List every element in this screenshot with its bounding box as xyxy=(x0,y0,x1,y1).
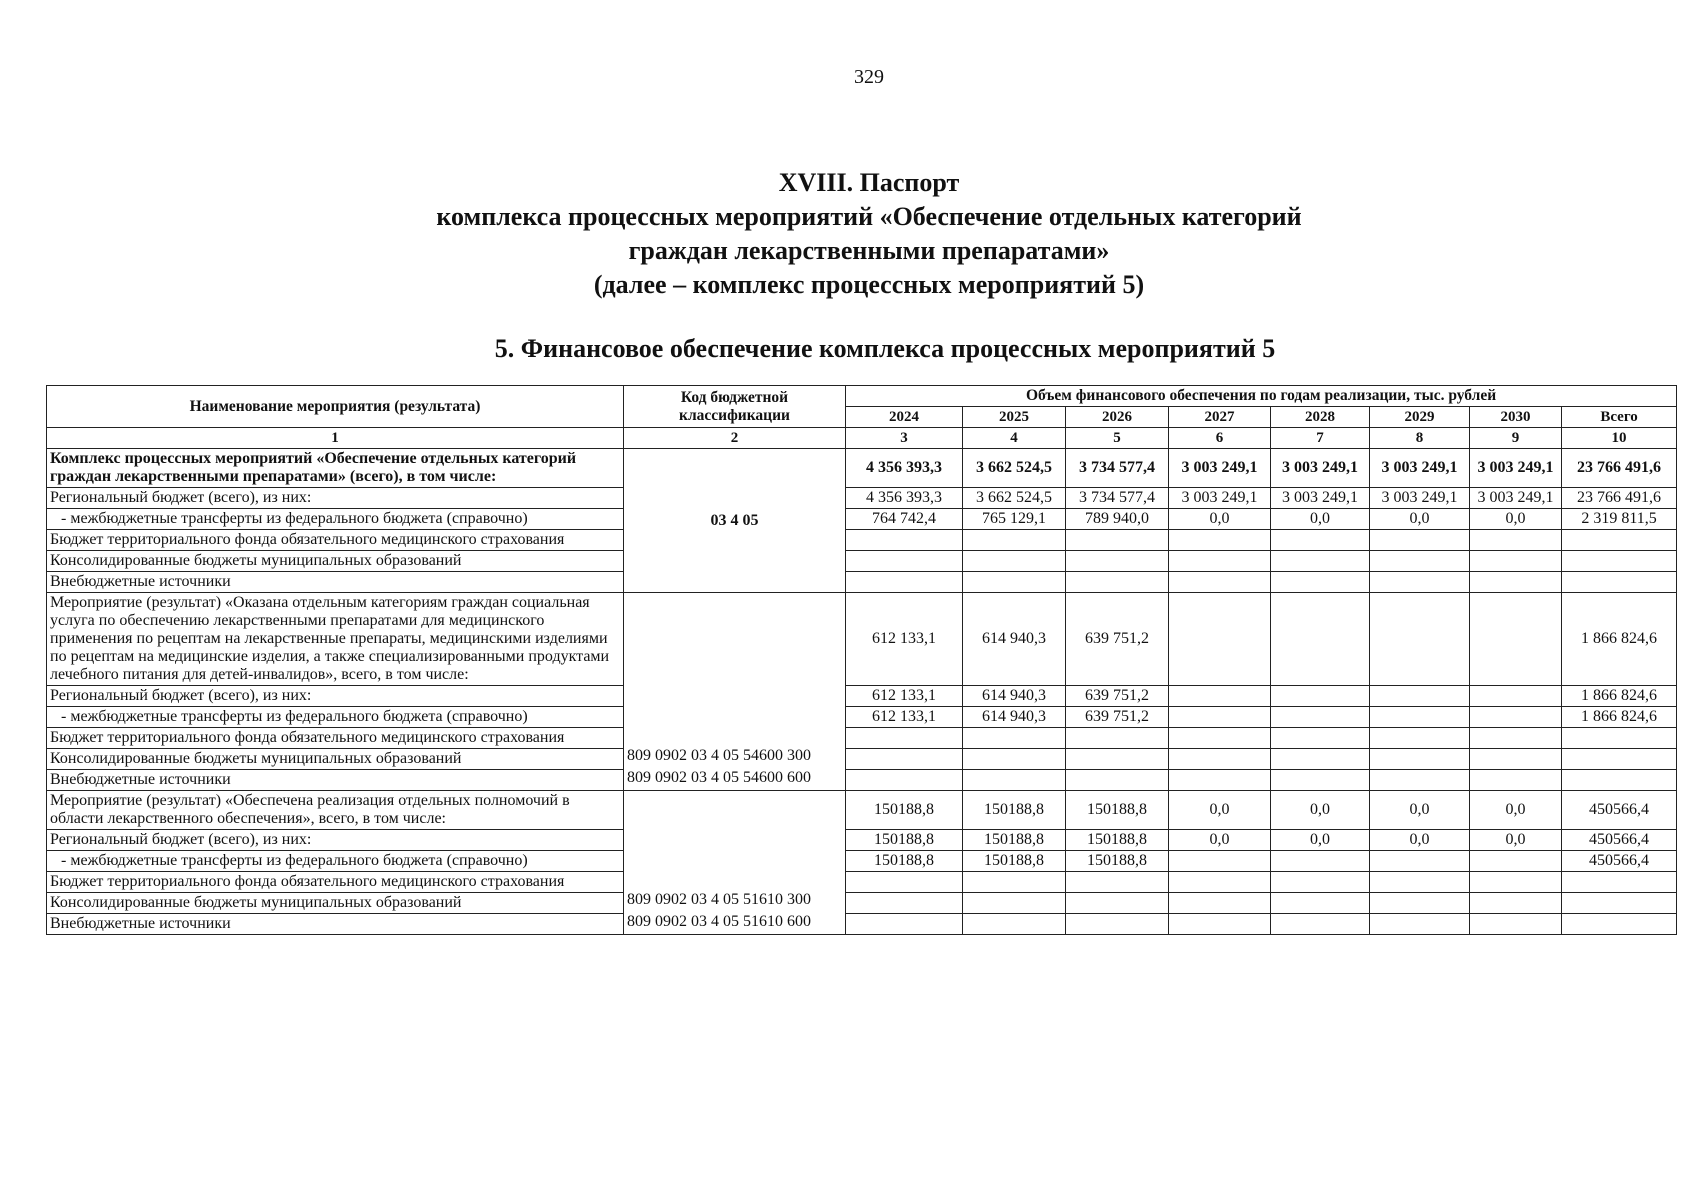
value-cell xyxy=(1470,770,1562,791)
value-cell xyxy=(1370,728,1470,749)
document-title xyxy=(0,166,1697,302)
value-cell: 612 133,1 xyxy=(846,686,963,707)
value-cell xyxy=(1066,530,1169,551)
row-name: - межбюджетные трансферты из федерального бюджета (справочно) xyxy=(47,707,624,728)
table-row xyxy=(47,551,1677,572)
value-cell xyxy=(963,551,1066,572)
value-cell xyxy=(1169,686,1271,707)
header-year-4: 2027 xyxy=(1169,407,1271,428)
row-name: Бюджет территориального фонда обязательного медицинского страхования xyxy=(47,530,624,551)
value-cell: 0,0 xyxy=(1271,509,1370,530)
header-row-1 xyxy=(47,386,1677,407)
value-cell: 0,0 xyxy=(1370,509,1470,530)
title-line-1: XVIII. Паспорт xyxy=(778,168,960,197)
value-cell xyxy=(1169,770,1271,791)
value-cell: 4 356 393,3 xyxy=(846,488,963,509)
value-cell xyxy=(846,551,963,572)
value-cell xyxy=(1271,593,1370,686)
row-name: - межбюджетные трансферты из федерального бюджета (справочно) xyxy=(47,851,624,872)
value-cell xyxy=(963,914,1066,935)
header-column-number-4: 4 xyxy=(963,428,1066,449)
value-cell xyxy=(1169,872,1271,893)
row-name: Региональный бюджет (всего), из них: xyxy=(47,830,624,851)
value-cell: 3 003 249,1 xyxy=(1169,449,1271,488)
value-cell xyxy=(963,872,1066,893)
budget-code-line: 809 0902 03 4 05 54600 300 xyxy=(627,747,811,764)
row-name: Региональный бюджет (всего), из них: xyxy=(47,686,624,707)
value-cell: 450566,4 xyxy=(1562,791,1677,830)
value-cell: 150188,8 xyxy=(846,851,963,872)
value-cell xyxy=(1370,593,1470,686)
value-cell xyxy=(1470,851,1562,872)
value-cell xyxy=(1470,728,1562,749)
value-cell xyxy=(1066,914,1169,935)
value-cell xyxy=(846,893,963,914)
value-cell: 150188,8 xyxy=(1066,830,1169,851)
row-name: Бюджет территориального фонда обязательного медицинского страхования xyxy=(47,872,624,893)
row-name: Консолидированные бюджеты муниципальных образований xyxy=(47,893,624,914)
value-cell: 1 866 824,6 xyxy=(1562,686,1677,707)
value-cell: 0,0 xyxy=(1470,791,1562,830)
value-cell xyxy=(1562,893,1677,914)
value-cell: 3 003 249,1 xyxy=(1169,488,1271,509)
value-cell xyxy=(1370,770,1470,791)
value-cell xyxy=(1562,728,1677,749)
value-cell xyxy=(1370,749,1470,770)
value-cell xyxy=(1169,893,1271,914)
value-cell xyxy=(1470,872,1562,893)
value-cell xyxy=(1066,728,1169,749)
row-name: Комплекс процессных мероприятий «Обеспечение отдельных категорий граждан лекарственными препаратами» (всего), в том числе: xyxy=(47,449,624,488)
table-row xyxy=(47,749,1677,770)
table-row xyxy=(47,686,1677,707)
value-cell xyxy=(1066,572,1169,593)
header-year-7: 2030 xyxy=(1470,407,1562,428)
section-title: 5. Финансовое обеспечение комплекса процессных мероприятий 5 xyxy=(494,334,1276,363)
table-row xyxy=(47,872,1677,893)
header-volume: Объем финансового обеспечения по годам реализации, тыс. рублей xyxy=(846,386,1677,407)
table-row xyxy=(47,914,1677,935)
value-cell xyxy=(846,872,963,893)
value-cell xyxy=(1169,530,1271,551)
row-name: Бюджет территориального фонда обязательного медицинского страхования xyxy=(47,728,624,749)
row-name: Консолидированные бюджеты муниципальных образований xyxy=(47,749,624,770)
value-cell xyxy=(963,770,1066,791)
value-cell xyxy=(1066,893,1169,914)
table-row xyxy=(47,530,1677,551)
value-cell: 3 003 249,1 xyxy=(1470,488,1562,509)
value-cell xyxy=(963,749,1066,770)
value-cell: 150188,8 xyxy=(846,830,963,851)
value-cell xyxy=(1470,530,1562,551)
header-code: Код бюджетной классификации xyxy=(624,386,846,428)
value-cell xyxy=(846,770,963,791)
value-cell xyxy=(1370,851,1470,872)
table-row xyxy=(47,830,1677,851)
value-cell xyxy=(1470,686,1562,707)
value-cell xyxy=(1470,914,1562,935)
header-column-number-5: 5 xyxy=(1066,428,1169,449)
value-cell: 3 003 249,1 xyxy=(1370,488,1470,509)
table-row xyxy=(47,488,1677,509)
title-line-3: граждан лекарственными препаратами» xyxy=(628,236,1110,265)
value-cell: 639 751,2 xyxy=(1066,707,1169,728)
value-cell: 0,0 xyxy=(1370,830,1470,851)
value-cell xyxy=(1271,707,1370,728)
row-name: Мероприятие (результат) «Оказана отдельным категориям граждан социальная услуга по обеспечению лекарственными препаратами для медицинского применения по рецептам на лекарственные препараты, медицинскими изделиями по рецептам на медицинские изделия, а также специализированными продуктами лечебного питания для детей-инвалидов», всего, в том числе: xyxy=(47,593,624,686)
value-cell xyxy=(1169,572,1271,593)
header-colnum-row xyxy=(47,428,1677,449)
value-cell xyxy=(1169,914,1271,935)
row-name: Внебюджетные источники xyxy=(47,572,624,593)
value-cell: 450566,4 xyxy=(1562,851,1677,872)
table-row xyxy=(47,572,1677,593)
value-cell: 612 133,1 xyxy=(846,707,963,728)
value-cell xyxy=(1271,572,1370,593)
header-column-number-1: 1 xyxy=(47,428,624,449)
value-cell xyxy=(1271,686,1370,707)
value-cell: 614 940,3 xyxy=(963,593,1066,686)
value-cell: 0,0 xyxy=(1169,791,1271,830)
budget-code-cell xyxy=(624,593,846,791)
value-cell xyxy=(1271,530,1370,551)
budget-code-cell: 03 4 05 xyxy=(624,449,846,593)
value-cell xyxy=(1169,593,1271,686)
value-cell xyxy=(846,728,963,749)
value-cell: 0,0 xyxy=(1370,791,1470,830)
value-cell: 150188,8 xyxy=(963,851,1066,872)
value-cell xyxy=(1271,914,1370,935)
value-cell xyxy=(1370,530,1470,551)
value-cell xyxy=(846,572,963,593)
budget-code-line: 809 0902 03 4 05 54600 600 xyxy=(627,769,811,786)
value-cell: 0,0 xyxy=(1470,509,1562,530)
header-year-8: Всего xyxy=(1562,407,1677,428)
row-name: - межбюджетные трансферты из федерального бюджета (справочно) xyxy=(47,509,624,530)
budget-code-line: 809 0902 03 4 05 51610 600 xyxy=(627,913,811,930)
value-cell: 614 940,3 xyxy=(963,686,1066,707)
value-cell: 765 129,1 xyxy=(963,509,1066,530)
value-cell: 150188,8 xyxy=(1066,851,1169,872)
value-cell xyxy=(1169,749,1271,770)
value-cell xyxy=(1470,707,1562,728)
value-cell: 3 003 249,1 xyxy=(1271,449,1370,488)
value-cell: 2 319 811,5 xyxy=(1562,509,1677,530)
value-cell: 150188,8 xyxy=(963,830,1066,851)
value-cell xyxy=(1370,893,1470,914)
table-row xyxy=(47,593,1677,686)
financing-table xyxy=(46,385,1677,935)
header-column-number-8: 8 xyxy=(1370,428,1470,449)
header-year-1: 2024 xyxy=(846,407,963,428)
header-column-number-10: 10 xyxy=(1562,428,1677,449)
value-cell xyxy=(963,893,1066,914)
value-cell xyxy=(963,728,1066,749)
value-cell xyxy=(1562,872,1677,893)
value-cell xyxy=(1066,551,1169,572)
value-cell xyxy=(846,749,963,770)
value-cell xyxy=(1066,749,1169,770)
header-year-3: 2026 xyxy=(1066,407,1169,428)
value-cell: 639 751,2 xyxy=(1066,593,1169,686)
value-cell: 612 133,1 xyxy=(846,593,963,686)
value-cell: 23 766 491,6 xyxy=(1562,449,1677,488)
header-year-2: 2025 xyxy=(963,407,1066,428)
title-line-2: комплекса процессных мероприятий «Обеспечение отдельных категорий xyxy=(436,202,1302,231)
table-row xyxy=(47,893,1677,914)
value-cell: 3 003 249,1 xyxy=(1370,449,1470,488)
value-cell xyxy=(1271,728,1370,749)
value-cell: 150188,8 xyxy=(846,791,963,830)
value-cell xyxy=(1562,530,1677,551)
value-cell xyxy=(1470,893,1562,914)
value-cell: 764 742,4 xyxy=(846,509,963,530)
value-cell xyxy=(1370,686,1470,707)
row-name: Мероприятие (результат) «Обеспечена реализация отдельных полномочий в области лекарственного обеспечения», всего, в том числе: xyxy=(47,791,624,830)
row-name: Консолидированные бюджеты муниципальных образований xyxy=(47,551,624,572)
value-cell xyxy=(1169,851,1271,872)
value-cell: 1 866 824,6 xyxy=(1562,593,1677,686)
value-cell xyxy=(1271,872,1370,893)
value-cell: 3 003 249,1 xyxy=(1271,488,1370,509)
header-year-5: 2028 xyxy=(1271,407,1370,428)
header-year-6: 2029 xyxy=(1370,407,1470,428)
value-cell: 0,0 xyxy=(1169,509,1271,530)
value-cell xyxy=(1271,893,1370,914)
value-cell xyxy=(1169,707,1271,728)
value-cell: 150188,8 xyxy=(963,791,1066,830)
value-cell xyxy=(846,530,963,551)
value-cell xyxy=(1169,728,1271,749)
table-row xyxy=(47,728,1677,749)
table-row xyxy=(47,707,1677,728)
row-name: Региональный бюджет (всего), из них: xyxy=(47,488,624,509)
value-cell xyxy=(1470,551,1562,572)
table-row xyxy=(47,770,1677,791)
value-cell xyxy=(846,914,963,935)
header-column-number-9: 9 xyxy=(1470,428,1562,449)
value-cell: 450566,4 xyxy=(1562,830,1677,851)
value-cell xyxy=(1370,872,1470,893)
value-cell xyxy=(963,572,1066,593)
header-column-number-7: 7 xyxy=(1271,428,1370,449)
table-row xyxy=(47,509,1677,530)
value-cell xyxy=(1066,872,1169,893)
value-cell xyxy=(1370,914,1470,935)
value-cell xyxy=(1470,749,1562,770)
value-cell xyxy=(1562,749,1677,770)
value-cell: 0,0 xyxy=(1470,830,1562,851)
header-column-number-6: 6 xyxy=(1169,428,1271,449)
value-cell xyxy=(1562,551,1677,572)
value-cell: 789 940,0 xyxy=(1066,509,1169,530)
title-line-4: (далее – комплекс процессных мероприятий 5) xyxy=(593,270,1145,299)
value-cell xyxy=(1271,749,1370,770)
value-cell xyxy=(1271,551,1370,572)
budget-code-cell xyxy=(624,791,846,935)
value-cell xyxy=(1562,770,1677,791)
row-name: Внебюджетные источники xyxy=(47,770,624,791)
value-cell xyxy=(963,530,1066,551)
value-cell xyxy=(1370,572,1470,593)
value-cell xyxy=(1562,914,1677,935)
value-cell xyxy=(1271,851,1370,872)
value-cell xyxy=(1562,572,1677,593)
value-cell: 3 662 524,5 xyxy=(963,488,1066,509)
value-cell xyxy=(1271,770,1370,791)
table-row xyxy=(47,791,1677,830)
value-cell: 0,0 xyxy=(1169,830,1271,851)
value-cell xyxy=(1470,572,1562,593)
header-name: Наименование мероприятия (результата) xyxy=(47,386,624,428)
page-number: 329 xyxy=(854,66,884,88)
value-cell: 150188,8 xyxy=(1066,791,1169,830)
value-cell: 3 662 524,5 xyxy=(963,449,1066,488)
value-cell: 3 003 249,1 xyxy=(1470,449,1562,488)
value-cell xyxy=(1370,707,1470,728)
value-cell xyxy=(1470,593,1562,686)
table-row xyxy=(47,449,1677,488)
value-cell xyxy=(1066,770,1169,791)
header-column-number-3: 3 xyxy=(846,428,963,449)
budget-code-line: 809 0902 03 4 05 51610 300 xyxy=(627,891,811,908)
value-cell: 614 940,3 xyxy=(963,707,1066,728)
value-cell: 3 734 577,4 xyxy=(1066,449,1169,488)
value-cell: 639 751,2 xyxy=(1066,686,1169,707)
value-cell: 4 356 393,3 xyxy=(846,449,963,488)
table-row xyxy=(47,851,1677,872)
value-cell xyxy=(1169,551,1271,572)
value-cell: 1 866 824,6 xyxy=(1562,707,1677,728)
row-name: Внебюджетные источники xyxy=(47,914,624,935)
value-cell xyxy=(1370,551,1470,572)
value-cell: 23 766 491,6 xyxy=(1562,488,1677,509)
header-column-number-2: 2 xyxy=(624,428,846,449)
value-cell: 0,0 xyxy=(1271,791,1370,830)
value-cell: 3 734 577,4 xyxy=(1066,488,1169,509)
value-cell: 0,0 xyxy=(1271,830,1370,851)
